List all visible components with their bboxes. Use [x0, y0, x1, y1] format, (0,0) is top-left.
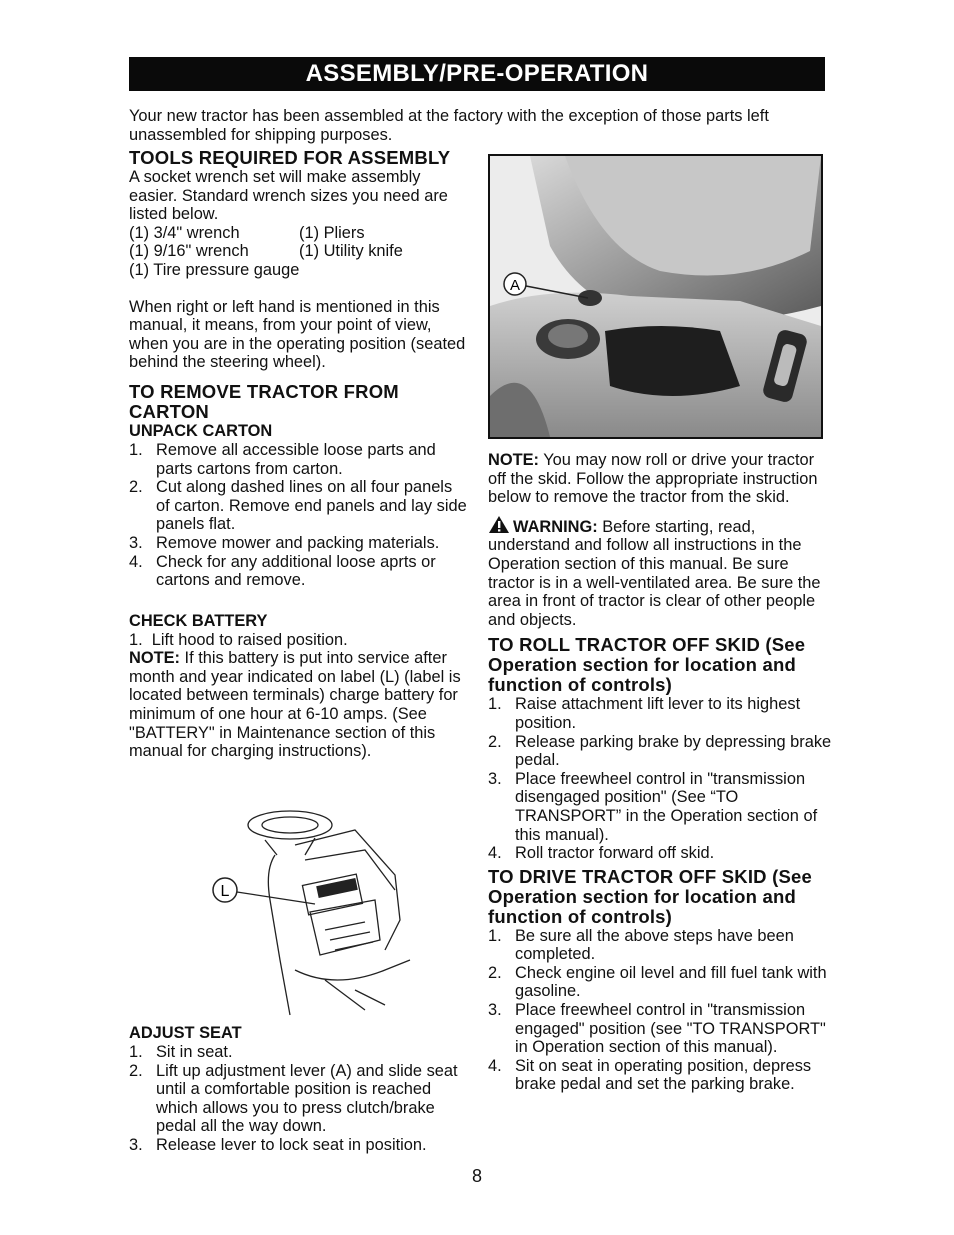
- list-item: 2. Check engine oil level and fill fuel tank with gasoline.: [488, 963, 827, 1001]
- unpack-heading: UNPACK CARTON: [129, 421, 273, 440]
- battery-heading: CHECK BATTERY: [129, 611, 268, 630]
- page-number: 8: [471, 1166, 482, 1186]
- tools-text: A socket wrench set will make assembly easier. Standard wrench sizes you need are listed below.: [129, 168, 448, 224]
- warning-icon: [488, 515, 510, 534]
- list-item: 4. Sit on seat in operating position, depress brake pedal and set the parking brake.: [488, 1056, 812, 1094]
- label-a: A: [509, 277, 521, 294]
- remove-heading: TO REMOVE TRACTOR FROM CARTON: [129, 380, 399, 422]
- list-item: 4. Check for any additional loose aprts or cartons and remove.: [129, 552, 436, 590]
- list-item: 1. Raise attachment lift lever to its highest position.: [488, 695, 801, 732]
- tool-item: (1) 9/16" wrench: [129, 242, 249, 261]
- skid-note: NOTE: You may now roll or drive your tractor off the skid. Follow the appropriate instruction below to remove the tractor from the skid.: [488, 451, 818, 507]
- drive-heading: TO DRIVE TRACTOR OFF SKID (See Operation section for location and function of controls): [488, 865, 812, 927]
- tool-item: (1) 3/4" wrench: [129, 223, 240, 242]
- list-item: 3. Release lever to lock seat in position.: [129, 1135, 427, 1154]
- tools-heading: TOOLS REQUIRED FOR ASSEMBLY: [129, 147, 451, 168]
- list-item: 2. Lift up adjustment lever (A) and slide seat until a comfortable position is reached which allows you to press clutch/brake pedal all the way down.: [129, 1061, 458, 1136]
- seat-steps: [129, 1043, 469, 1155]
- unpack-steps: [129, 441, 469, 590]
- hand-note: When right or left hand is mentioned in this manual, it means, from your point of view, when you are in the operating position (seated behind the steering wheel).: [129, 297, 466, 372]
- label-l: L: [220, 883, 230, 900]
- section-banner: ASSEMBLY/PRE-OPERATION: [129, 57, 825, 91]
- list-item: 4. Roll tractor forward off skid.: [488, 844, 715, 863]
- tool-item: (1) Tire pressure gauge: [129, 260, 300, 279]
- left-column: [129, 148, 469, 761]
- tools-list: [129, 224, 469, 280]
- battery-step: 1. Lift hood to raised position.: [129, 630, 348, 649]
- seat-photo: [488, 154, 823, 439]
- list-item: 2. Cut along dashed lines on all four panels of carton. Remove end panels and lay side panels flat.: [129, 478, 467, 534]
- list-item: 2. Release parking brake by depressing brake pedal.: [488, 732, 832, 770]
- battery-note: NOTE: If this battery is put into service after month and year indicated on label (L) (label is located between terminals) charge battery for minimum of one hour at 6-10 amps. (See "BATTERY" in Maintenance section of this manual for charging instructions).: [129, 649, 461, 761]
- drive-steps: [488, 927, 833, 1094]
- list-item: 1. Sit in seat.: [129, 1043, 233, 1061]
- roll-steps: [488, 695, 833, 862]
- warning-block: WARNING: Before starting, read, understand and follow all instructions in the Operation section of this manual. Be sure tractor is in a well-ventilated area. Be sure the area in front of tractor is clear of other people and objects.: [488, 515, 833, 630]
- seat-illustration: [490, 156, 821, 437]
- roll-heading: TO ROLL TRACTOR OFF SKID (See Operation section for location and function of controls): [488, 634, 806, 696]
- list-item: 1. Be sure all the above steps have been completed.: [488, 926, 794, 964]
- intro-paragraph: Your new tractor has been assembled at the factory with the exception of those parts left unassembled for shipping purposes.: [129, 107, 769, 144]
- tool-item: (1) Pliers: [299, 223, 365, 242]
- list-item: 3. Place freewheel control in "transmission disengaged position" (See “TO TRANSPORT” in the Operation section of this manual).: [488, 769, 818, 844]
- seat-heading: ADJUST SEAT: [129, 1024, 242, 1042]
- list-item: 3. Place freewheel control in "transmission engaged" position (see "TO TRANSPORT" in Operation section of this manual).: [488, 1001, 826, 1057]
- list-item: 3. Remove mower and packing materials.: [129, 533, 440, 552]
- list-item: 1. Remove all accessible loose parts and parts cartons from carton.: [129, 440, 436, 478]
- battery-illustration: [205, 800, 425, 1025]
- right-column: [488, 451, 833, 1094]
- tool-item: (1) Utility knife: [299, 242, 403, 261]
- seat-section: [129, 1024, 469, 1155]
